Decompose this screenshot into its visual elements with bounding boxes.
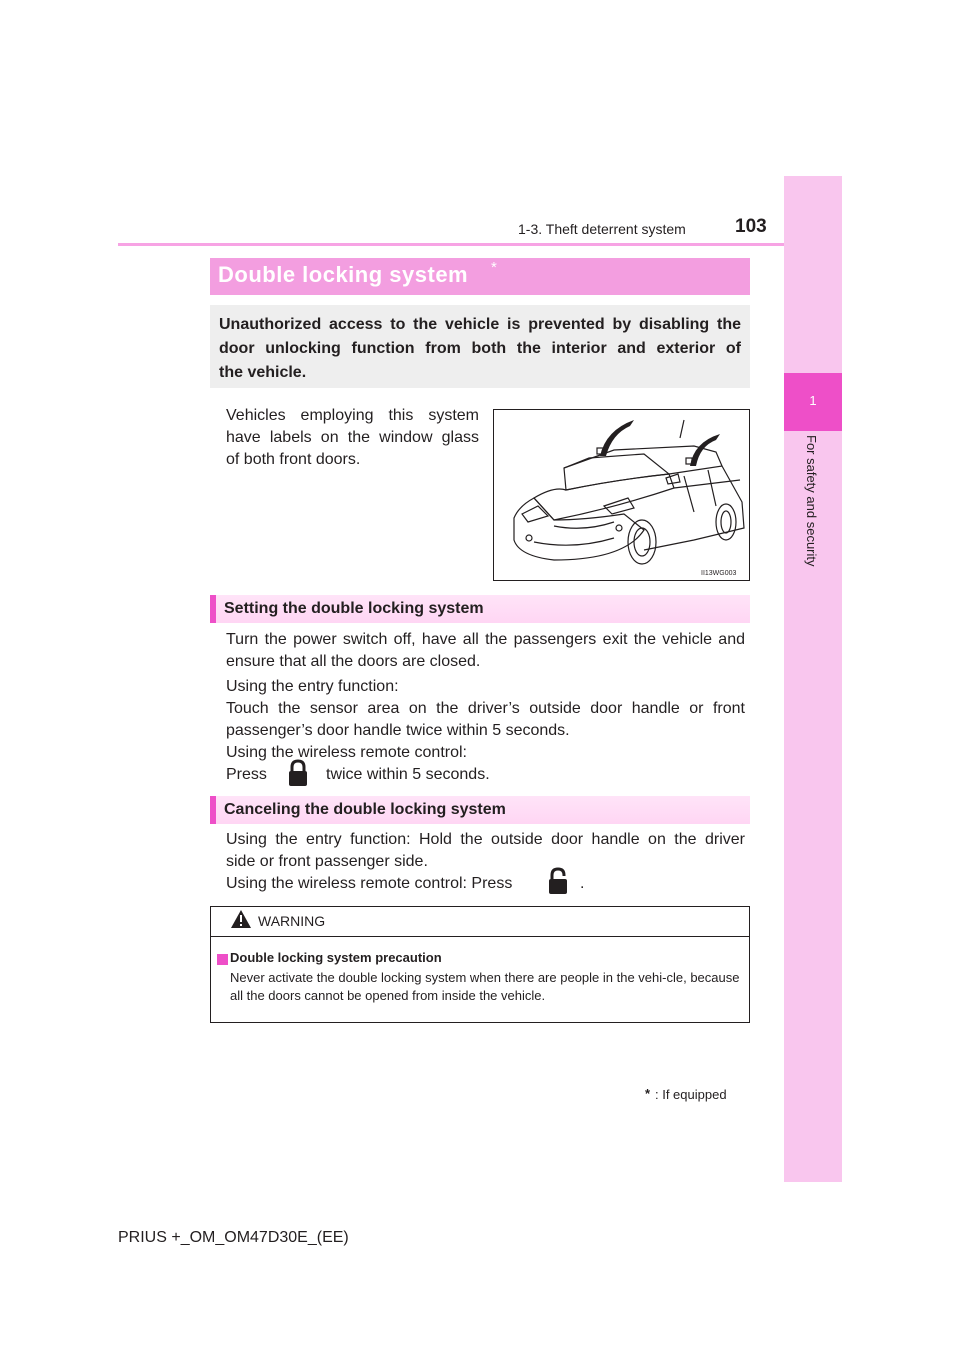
- label-arrow-right: [690, 434, 720, 466]
- canceling-heading: Canceling the double locking system: [224, 801, 506, 818]
- paragraph-line: side or front passenger side.: [226, 853, 428, 870]
- paragraph-line: Vehicles employing this system: [226, 407, 479, 424]
- page-number: 103: [735, 216, 767, 237]
- car-drawing: [494, 410, 749, 580]
- intro-text: [219, 313, 741, 385]
- paragraph-line: passenger’s door handle twice within 5 seconds.: [226, 722, 570, 739]
- warning-label: WARNING: [258, 913, 326, 929]
- canceling-paragraph-2: [226, 873, 745, 895]
- press-text: Using the wireless remote control: Press: [226, 875, 513, 892]
- chapter-title: For safety and security: [804, 435, 819, 567]
- title-asterisk: *: [491, 259, 497, 276]
- section-label: 1-3. Theft deterrent system: [518, 221, 686, 237]
- warning-body: Never activate the double locking system when there are people in the vehi-cle, because all the doors cannot be opened from inside the vehicle.: [230, 970, 740, 1003]
- footnote-asterisk: *: [645, 1086, 651, 1101]
- paragraph-line: Using the entry function:: [226, 678, 399, 695]
- chapter-number: 1: [809, 393, 817, 408]
- press-after-text: twice within 5 seconds.: [326, 766, 490, 783]
- lock-icon: [287, 759, 309, 787]
- setting-paragraph-1: [226, 629, 745, 673]
- warning-bullet: [217, 954, 228, 965]
- setting-heading: Setting the double locking system: [224, 600, 484, 617]
- chapter-title-vertical: [801, 435, 823, 595]
- label-arrow-left: [600, 420, 634, 456]
- paragraph-line: Turn the power switch off, have all the passengers exit the vehicle and: [226, 631, 745, 648]
- period-text: .: [580, 875, 585, 892]
- paragraph-line: have labels on the window glass: [226, 429, 479, 446]
- paragraph-line: Using the entry function: Hold the outside door handle on the driver: [226, 831, 745, 848]
- press-text: Press: [226, 766, 267, 783]
- chapter-side-tab: [784, 176, 842, 1182]
- paragraph-line: of both front doors.: [226, 451, 361, 468]
- figure-code: II13WG003: [701, 570, 737, 577]
- car-illustration: [493, 409, 750, 581]
- warning-divider: [211, 936, 749, 937]
- unlock-icon: [547, 867, 569, 895]
- footnote-text: : If equipped: [655, 1087, 727, 1102]
- warning-title: Double locking system precaution: [230, 950, 442, 965]
- setting-paragraph-2: [226, 676, 745, 764]
- document-code: PRIUS +_OM_OM47D30E_(EE): [118, 1229, 349, 1246]
- intro-line: Unauthorized access to the vehicle is prevented by disabling the: [219, 316, 741, 333]
- vehicle-paragraph: [226, 405, 479, 471]
- paragraph-line: Touch the sensor area on the driver’s outside door handle or front: [226, 700, 745, 717]
- intro-line: door unlocking function from both the interior and exterior of: [219, 340, 741, 357]
- warning-triangle-icon: [230, 909, 252, 929]
- paragraph-line: Using the wireless remote control:: [226, 744, 467, 761]
- header-rule: [118, 243, 784, 246]
- canceling-paragraph-1: [226, 829, 745, 873]
- paragraph-line: ensure that all the doors are closed.: [226, 653, 481, 670]
- intro-line: the vehicle.: [219, 364, 307, 381]
- page-title: Double locking system: [218, 262, 469, 287]
